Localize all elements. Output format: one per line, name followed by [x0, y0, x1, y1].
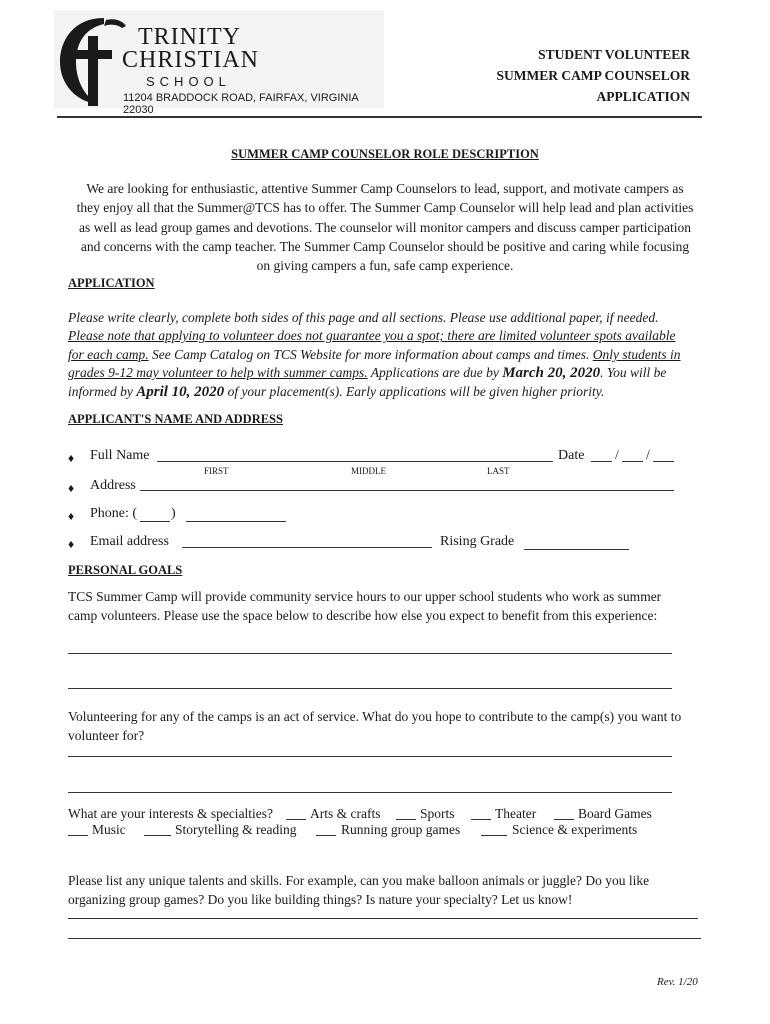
full-name-field[interactable] [157, 461, 553, 462]
app-line-2: Please note that applying to volunteer does not guarantee you a spot; there are limited volunteer spots available [68, 328, 676, 344]
phone-label: Phone: ( [90, 506, 138, 521]
goals-p1-line-2: camp volunteers. Please use the space below to describe how else you expect to benefit from this experience: [68, 608, 658, 623]
benefit-answer-line-2[interactable] [68, 688, 672, 689]
full-name-label: Full Name [90, 448, 150, 463]
arts-crafts-blank[interactable] [286, 819, 306, 820]
option-running-games: Running group games [341, 822, 461, 837]
role-line-3: as well as lead group games and devotions. The counselor will monitor campers and discuss camper participation [79, 219, 691, 235]
due-date: March 20, 2020 [502, 365, 601, 382]
app-line-3b: See Camp Catalog on TCS Website for more information about camps and times. [148, 346, 593, 362]
title-line-3: APPLICATION [596, 89, 690, 104]
phone-area-code-field[interactable] [140, 521, 170, 522]
header-divider [57, 116, 702, 118]
goals-p1-line-1: TCS Summer Camp will provide community service hours to our upper school students who work as summer [68, 589, 662, 604]
theater-blank[interactable] [471, 819, 491, 820]
talents-paragraph [68, 871, 649, 909]
role-line-1: We are looking for enthusiastic, attentive Summer Camp Counselors to lead, support, and motivate campers as [86, 181, 684, 196]
app-line-5b: of your placement(s). Early applications will be given higher priority. [224, 383, 605, 399]
app-line-4b: Applications are due by [367, 365, 503, 381]
rising-grade-label: Rising Grade [440, 534, 515, 549]
running-games-blank[interactable] [316, 835, 336, 836]
goals-heading: PERSONAL GOALS [68, 563, 183, 577]
date-day-field[interactable] [622, 461, 643, 462]
school-logo [54, 10, 384, 116]
board-games-blank[interactable] [554, 819, 574, 820]
option-sports: Sports [420, 806, 455, 821]
role-line-4: and concerns with the camp teacher. The Summer Camp Counselor should be positive and caring while focusing [80, 238, 690, 254]
bullet-icon: ♦ [68, 537, 75, 551]
app-line-4c: . You will be [600, 365, 667, 381]
app-line-3c: Only students in [592, 346, 681, 362]
option-board-games: Board Games [578, 806, 652, 821]
interests-label: What are your interests & specialties? [68, 806, 274, 821]
form-title [496, 44, 690, 107]
option-theater: Theater [495, 806, 537, 821]
middle-label: MIDDLE [351, 466, 386, 476]
sports-blank[interactable] [396, 819, 416, 820]
first-label: FIRST [204, 466, 229, 476]
title-line-1: STUDENT VOLUNTEER [538, 47, 690, 62]
role-description [50, 179, 720, 275]
email-field[interactable] [182, 547, 432, 548]
date-month-field[interactable] [591, 461, 612, 462]
date-sep-1: / [615, 448, 619, 463]
goals-p2-line-2: volunteer for? [68, 728, 145, 743]
bullet-icon: ♦ [68, 481, 75, 495]
date-sep-2: / [646, 448, 650, 463]
date-year-field[interactable] [653, 461, 674, 462]
music-blank[interactable] [68, 835, 88, 836]
app-line-1: Please write clearly, complete both sides of this page and all sections. Please use additional paper, if needed. [68, 310, 659, 325]
app-line-3a: for each camp. [68, 346, 149, 362]
app-line-4 [68, 364, 680, 382]
rising-grade-field[interactable] [524, 549, 629, 550]
bullet-icon: ♦ [68, 509, 75, 523]
address-field[interactable] [140, 490, 674, 491]
option-science: Science & experiments [512, 822, 638, 837]
goals-paragraph-2 [68, 707, 681, 745]
app-line-5a: informed by [68, 383, 137, 399]
option-storytelling: Storytelling & reading [175, 822, 297, 837]
app-line-4a: grades 9-12 may volunteer to help with summer camps. [68, 365, 368, 381]
date-label: Date [558, 448, 585, 463]
option-music: Music [92, 822, 126, 837]
storytelling-blank[interactable] [144, 835, 171, 836]
email-label: Email address [90, 534, 169, 549]
logo-christian: CHRISTIAN [122, 47, 260, 73]
app-line-5 [68, 383, 680, 401]
benefit-answer-line-1[interactable] [68, 653, 672, 654]
app-line-3 [68, 346, 680, 364]
talents-answer-line-1[interactable] [68, 918, 698, 919]
logo-trinity: TRINITY [138, 24, 241, 50]
talents-line-2: organizing group games? Do you like building things? Is nature your specialty? Let us know! [68, 892, 573, 907]
bullet-icon: ♦ [68, 451, 75, 465]
revision-label: Rev. 1/20 [657, 976, 698, 988]
inform-date: April 10, 2020 [136, 383, 225, 400]
contribute-answer-line-1[interactable] [68, 756, 672, 757]
option-arts-crafts: Arts & crafts [310, 806, 381, 821]
goals-paragraph-1 [68, 587, 661, 625]
talents-answer-line-2[interactable] [68, 938, 701, 939]
role-line-5: on giving campers a fun, safe camp experience. [256, 258, 514, 274]
address-label: Address [90, 478, 136, 493]
phone-close-paren: ) [171, 506, 176, 521]
applicant-heading: APPLICANT'S NAME AND ADDRESS [68, 412, 283, 426]
role-heading: SUMMER CAMP COUNSELOR ROLE DESCRIPTION [231, 147, 539, 161]
application-heading: APPLICATION [68, 276, 155, 290]
talents-line-1: Please list any unique talents and skills. For example, can you make balloon animals or juggle? Do you like [68, 873, 650, 888]
logo-school: SCHOOL [146, 74, 231, 89]
application-instructions [68, 309, 680, 401]
title-line-2: SUMMER CAMP COUNSELOR [496, 68, 690, 83]
goals-p2-line-1: Volunteering for any of the camps is an act of service. What do you hope to contribute to the camp(s) you want to [68, 709, 682, 724]
last-label: LAST [487, 466, 510, 476]
role-line-2: they enjoy all that the Summer@TCS has to offer. The Summer Camp Counselor will help lead and plan activities [76, 200, 694, 216]
school-address: 11204 BRADDOCK ROAD, FAIRFAX, VIRGINIA 22030 [123, 92, 359, 116]
contribute-answer-line-2[interactable] [68, 792, 672, 793]
phone-number-field[interactable] [186, 521, 286, 522]
science-blank[interactable] [481, 835, 507, 836]
